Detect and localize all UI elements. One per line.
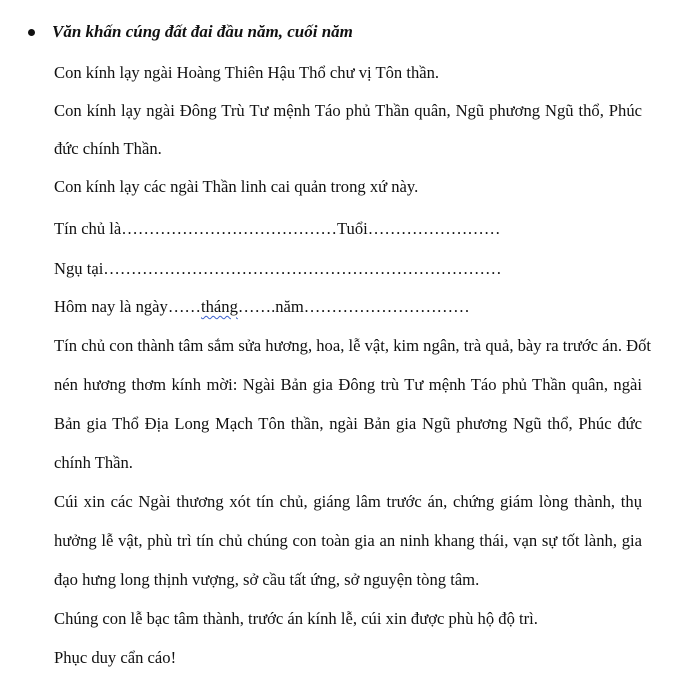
date-prefix: Hôm nay là ngày…… bbox=[54, 297, 202, 316]
form-line-tin-chu: Tín chủ là…………………………………Tuổi…………………… bbox=[54, 219, 501, 238]
date-suffix: …….năm………………………… bbox=[237, 297, 470, 316]
paragraph-line: chính Thần. bbox=[54, 453, 133, 472]
paragraph-line: hưởng lễ vật, phù trì tín chủ chúng con toàn gia an ninh khang thái, vạn sự tốt lành, gia bbox=[54, 531, 642, 550]
date-month-word: tháng bbox=[201, 297, 238, 316]
paragraph-line: Chúng con lễ bạc tâm thành, trước án kính lễ, cúi xin được phù hộ độ trì. bbox=[54, 609, 538, 628]
paragraph-line: Cúi xin các Ngài thương xót tín chủ, giáng lâm trước án, chứng giám lòng thành, thụ bbox=[54, 492, 642, 511]
section-heading: Văn khấn cúng đất đai đầu năm, cuối năm bbox=[52, 22, 353, 41]
paragraph-line: đạo hưng long thịnh vượng, sở cầu tất ứng, sở nguyện tòng tâm. bbox=[54, 570, 480, 589]
form-line-ngu-tai: Ngụ tại……………………………………………………………… bbox=[54, 259, 502, 278]
heading-row bbox=[28, 19, 353, 45]
paragraph-line: Con kính lạy ngài Đông Trù Tư mệnh Táo phủ Thần quân, Ngũ phương Ngũ thổ, Phúc bbox=[54, 101, 642, 120]
paragraph-line: đức chính Thần. bbox=[54, 139, 162, 158]
paragraph-line: Tín chủ con thành tâm sắm sửa hương, hoa, lễ vật, kim ngân, trà quả, bày ra trước án. Đốt bbox=[54, 336, 652, 355]
paragraph-line: Phục duy cẩn cáo! bbox=[54, 648, 177, 667]
paragraph-line: Con kính lạy các ngài Thần linh cai quản trong xứ này. bbox=[54, 177, 419, 196]
bullet-icon bbox=[28, 29, 35, 36]
form-line-date bbox=[54, 296, 470, 318]
paragraph-line: Con kính lạy ngài Hoàng Thiên Hậu Thổ chư vị Tôn thần. bbox=[54, 63, 440, 82]
paragraph-line: Bản gia Thổ Địa Long Mạch Tôn thần, ngài Bản gia Ngũ phương Ngũ thổ, Phúc đức bbox=[54, 414, 642, 433]
paragraph-line: nén hương thơm kính mời: Ngài Bản gia Đông trù Tư mệnh Táo phủ Thần quân, ngài bbox=[54, 375, 642, 394]
